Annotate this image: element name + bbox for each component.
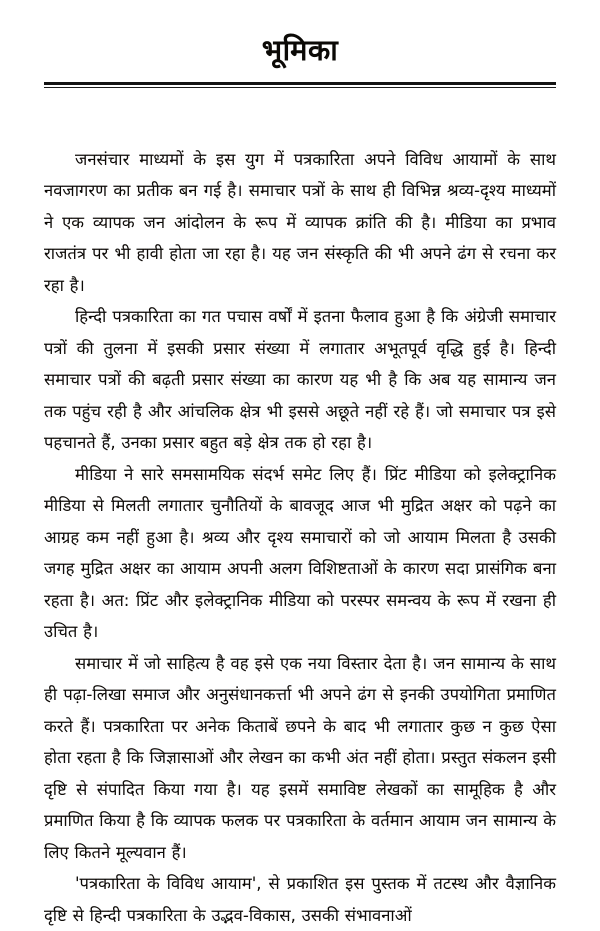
document-body [44,144,556,931]
page-title: भूमिका [261,33,339,67]
divider-thin-line [44,87,556,88]
divider-thick-line [44,82,556,85]
paragraph: हिन्दी पत्रकारिता का गत पचास वर्षों में इतना फैलाव हुआ है कि अंग्रेजी समाचार पत्रों की तुलना में इसकी प्रसार संख्या में लगातार अभूतपूर्व वृद्धि हुई है। हिन्दी समाचार पत्रों की बढ़ती प्रसार संख्या का कारण यह भी है कि अब यह सामान्य जन तक पहुंच रही है और आंचलिक क्षेत्र भी इससे अछूते नहीं रहे हैं। जो समाचार पत्र इसे पहचानते हैं, उनका प्रसार बहुत बड़े क्षेत्र तक हो रहा है। [44,307,556,453]
paragraph: मीडिया ने सारे समसामयिक संदर्भ समेट लिए हैं। प्रिंट मीडिया को इलेक्ट्रानिक मीडिया से मिलती लगातार चुनौतियों के बावजूद आज भी मुद्रित अक्षर को पढ़ने का आग्रह कम नहीं हुआ है। श्रव्य और दृश्य समाचारों को जो आयाम मिलता है उसकी जगह मुद्रित अक्षर का आयाम अपनी अलग विशिष्टताओं के कारण सदा प्रासंगिक बना रहता है। अत: प्रिंट और इलेक्ट्रानिक मीडिया को परस्पर समन्वय के रूप में रखना ही उचित है। [44,464,556,642]
paragraph: जनसंचार माध्यमों के इस युग में पत्रकारिता अपने विविध आयामों के साथ नवजागरण का प्रतीक बन गई है। समाचार पत्रों के साथ ही विभिन्न श्रव्य-दृश्य माध्यमों ने एक व्यापक जन आंदोलन के रूप में व्यापक क्रांति की है। मीडिया का प्रभाव राजतंत्र पर भी हावी होता जा रहा है। यह जन संस्कृति की भी अपने ढंग से रचना कर रहा है। [44,149,556,295]
paragraph: समाचार में जो साहित्य है वह इसे एक नया विस्तार देता है। जन सामान्य के साथ ही पढ़ा-लिखा समाज और अनुसंधानकर्त्ता भी अपने ढंग से इनकी उपयोगिता प्रमाणित करते हैं। पत्रकारिता पर अनेक किताबें छपने के बाद भी लगातार कुछ न कुछ ऐसा होता रहता है कि जिज्ञासाओं और लेखन का कभी अंत नहीं होता। प्रस्तुत संकलन इसी दृष्टि से संपादित किया गया है। यह इसमें समाविष्ट लेखकों का सामूहिक है और प्रमाणित किया है कि व्यापक फलक पर पत्रकारिता के वर्तमान आयाम जन सामान्य के लिए कितने मूल्यवान हैं। [44,653,556,862]
title-divider [44,82,556,88]
paragraph: 'पत्रकारिता के विविध आयाम', से प्रकाशित इस पुस्तक में तटस्थ और वैज्ञानिक दृष्टि से हिन्दी पत्रकारिता के उद्भव-विकास, उसकी संभावनाओं [44,874,556,925]
